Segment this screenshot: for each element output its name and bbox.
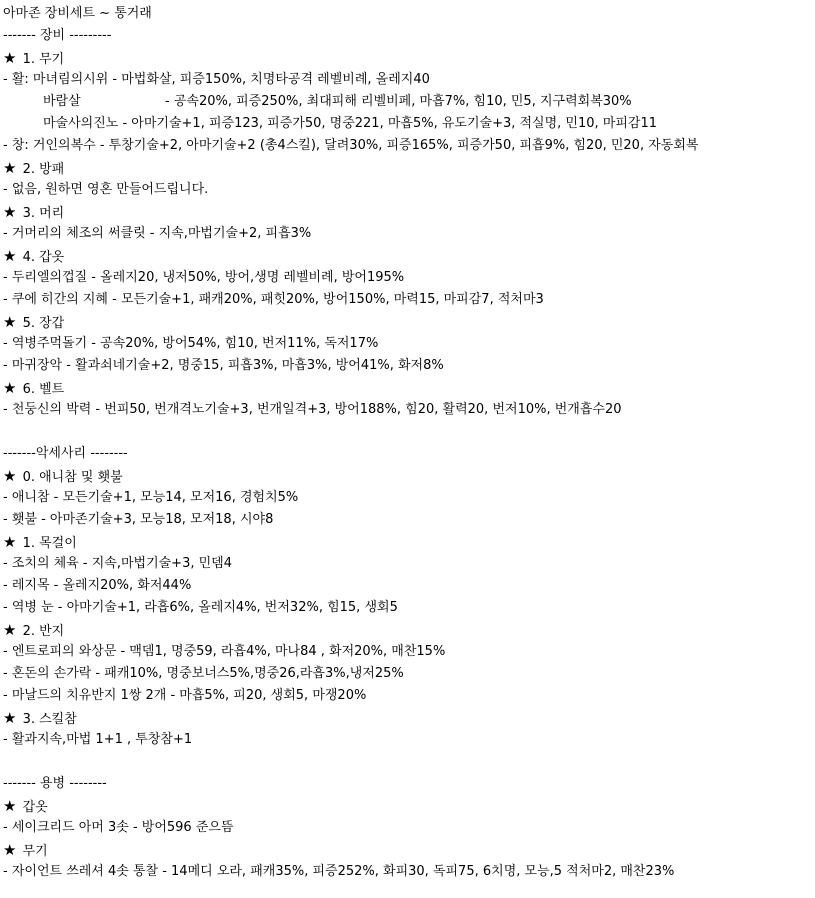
category-label: 1. 무기	[22, 52, 65, 67]
item-line: - 역병주먹돌기 - 공속20%, 방어54%, 힘10, 번저11%, 독저17%	[3, 336, 379, 351]
star-icon: ★	[3, 247, 17, 265]
category-heading-merc-weapon	[3, 839, 815, 861]
item-line: - 애니참 - 모든기술+1, 모능14, 모저16, 경험치5%	[3, 490, 299, 505]
item-line: - 자이언트 쓰레셔 4솟 통찰 - 14메디 오라, 패캐35%, 피증252%, 화피30, 독피75, 6치명, 모능,5 적처마2, 매찬23%	[3, 864, 675, 879]
category-heading-necklace	[3, 531, 815, 553]
star-icon: ★	[3, 379, 17, 397]
spacer	[3, 421, 815, 443]
category-label: 3. 머리	[22, 206, 65, 221]
item-line	[3, 69, 815, 91]
category-label: 갑옷	[22, 800, 48, 815]
item-line: - 조치의 체육 - 지속,마법기술+3, 민뎀4	[3, 556, 232, 571]
item-line: - 엔트로피의 와상문 - 맥뎀1, 명중59, 라흡4%, 마나84 , 화저20%, 매찬15%	[3, 644, 446, 659]
category-heading-skill-charm	[3, 707, 815, 729]
item-line: - 활과지속,마법 1+1 , 투창참+1	[3, 732, 193, 747]
item-line: - 레지목 - 올레지20%, 화저44%	[3, 578, 192, 593]
category-heading-head	[3, 201, 815, 223]
category-label: 4. 갑옷	[22, 250, 65, 265]
star-icon: ★	[3, 841, 17, 859]
category-heading-belt	[3, 377, 815, 399]
category-label: 2. 방패	[22, 162, 65, 177]
item-line: - 횃불 - 아마존기술+3, 모능18, 모저18, 시야8	[3, 512, 274, 527]
category-label: 3. 스킬참	[22, 712, 77, 727]
item-line: - 없음, 원하면 영혼 만들어드립니다.	[3, 182, 209, 197]
star-icon: ★	[3, 313, 17, 331]
category-heading-shield	[3, 157, 815, 179]
item-line	[3, 91, 815, 113]
category-label: 5. 장갑	[22, 316, 65, 331]
section-divider-equipment: ------- 장비 ---------	[3, 28, 112, 43]
category-heading-merc-armor	[3, 795, 815, 817]
category-label: 0. 애니참 및 횃불	[22, 470, 123, 485]
star-icon: ★	[3, 797, 17, 815]
star-icon: ★	[3, 49, 17, 67]
category-heading-charm	[3, 465, 815, 487]
category-label: 2. 반지	[22, 624, 65, 639]
item-prefix: - 활:	[3, 72, 33, 87]
star-icon: ★	[3, 621, 17, 639]
category-heading-weapon	[3, 47, 815, 69]
category-heading-ring	[3, 619, 815, 641]
item-line: - 창: 거인의복수 - 투창기술+2, 아마기술+2 (총4스킬), 달려30%, 피증165%, 피증가50, 피흡9%, 힘20, 민20, 자동회복	[3, 138, 699, 153]
star-icon: ★	[3, 203, 17, 221]
item-text: 마녀림의시위 - 마법화살, 피증150%, 치명타공격 레벨비례, 올레지40	[32, 72, 430, 87]
item-line: - 거머리의 체조의 써클릿 - 지속,마법기술+2, 피흡3%	[3, 226, 312, 241]
item-line: - 쿠에 히간의 지혜 - 모든기술+1, 패캐20%, 패힛20%, 방어150%, 마력15, 마피감7, 적처마3	[3, 292, 544, 307]
section-divider-mercenary: ------- 용병 --------	[3, 776, 107, 791]
category-label: 1. 목걸이	[22, 536, 77, 551]
item-text: - 공속20%, 피증250%, 최대피해 리벨비페, 마흡7%, 힘10, 민5, 지구력회복30%	[165, 94, 632, 109]
item-line: - 마귀장악 - 활과쇠네기술+2, 명중15, 피흡3%, 마흡3%, 방어41%, 화저8%	[3, 358, 444, 373]
section-divider-accessories: -------악세사리 --------	[3, 446, 128, 461]
star-icon: ★	[3, 467, 17, 485]
category-label: 무기	[22, 844, 48, 859]
item-line: - 마날드의 치유반지 1쌍 2개 - 마흡5%, 피20, 생회5, 마쟁20%	[3, 688, 367, 703]
star-icon: ★	[3, 709, 17, 727]
category-label: 6. 벨트	[22, 382, 65, 397]
item-name: 바람살	[43, 94, 81, 109]
item-line: 마술사의진노 - 아마기술+1, 피증123, 피증가50, 명중221, 마흡5%, 유도기술+3, 적실명, 민10, 마피감11	[43, 116, 658, 131]
star-icon: ★	[3, 159, 17, 177]
item-line: - 두리엘의껍질 - 올레지20, 냉저50%, 방어,생명 레벨비례, 방어195%	[3, 270, 405, 285]
item-line: - 천둥신의 박력 - 번피50, 번개격노기술+3, 번개일격+3, 방어188%, 힘20, 활력20, 번저10%, 번개흡수20	[3, 402, 622, 417]
item-line: - 세이크리드 아머 3솟 - 방어596 준으뜸	[3, 820, 234, 835]
star-icon: ★	[3, 533, 17, 551]
category-heading-armor	[3, 245, 815, 267]
item-line: - 역병 눈 - 아마기술+1, 라흡6%, 올레지4%, 번저32%, 힘15, 생회5	[3, 600, 398, 615]
item-line: - 혼돈의 손가락 - 패캐10%, 명중보너스5%,명중26,라흡3%,냉저25%	[3, 666, 404, 681]
page-title: 아마존 장비세트 ~ 통거래	[3, 6, 152, 21]
category-heading-gloves	[3, 311, 815, 333]
spacer	[3, 751, 815, 773]
